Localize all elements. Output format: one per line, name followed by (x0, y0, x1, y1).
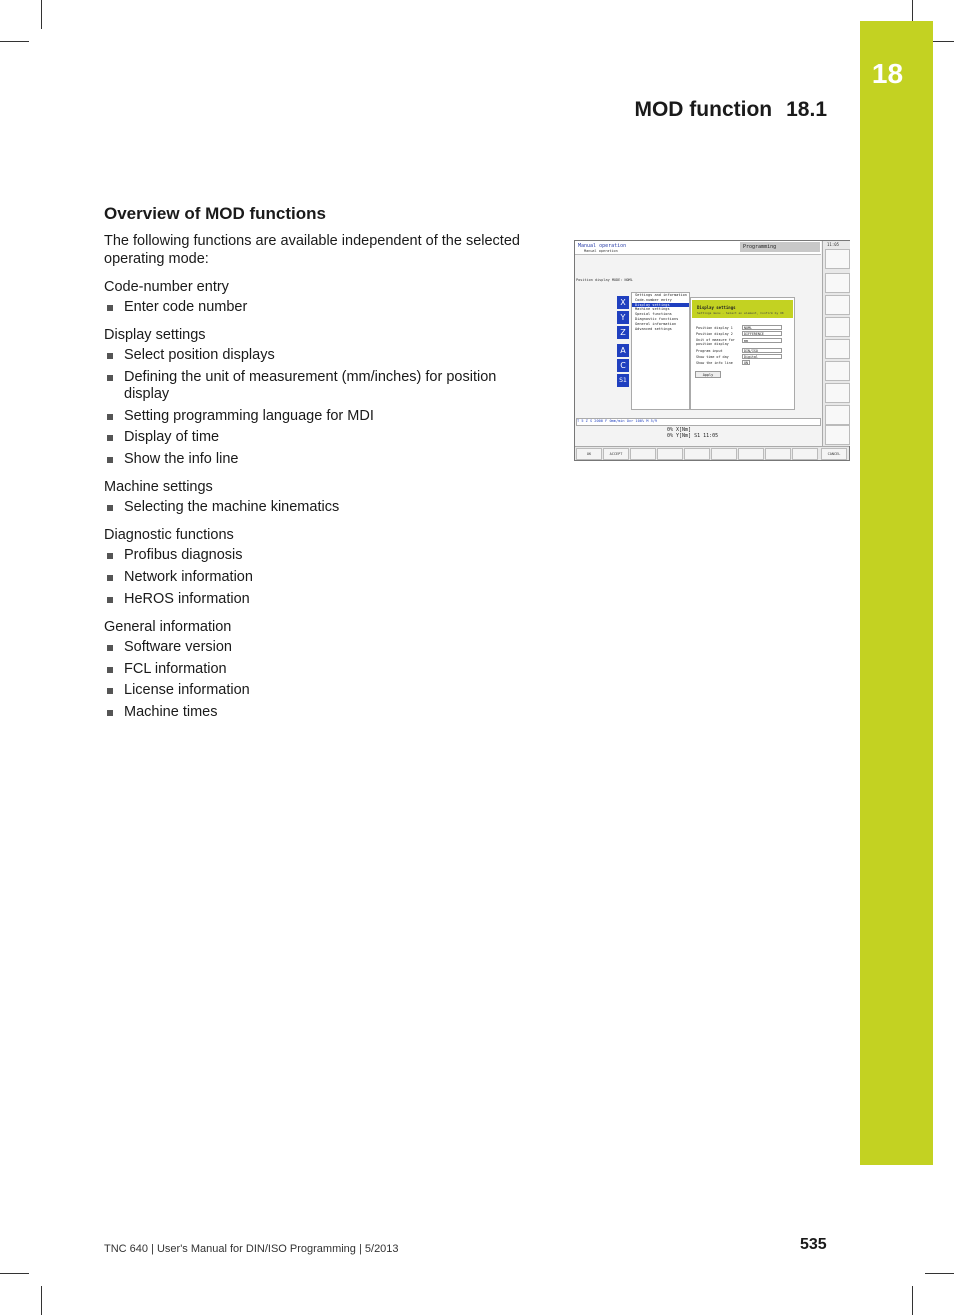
horizontal-softkey-bar (575, 446, 849, 460)
tree-item[interactable]: General information (635, 321, 677, 326)
softkey-button[interactable] (825, 295, 850, 315)
display-settings-dialog (690, 297, 795, 410)
dialog-header (692, 300, 793, 318)
bullet-list (104, 347, 534, 468)
list-item: Setting programming language for MDI (104, 408, 534, 425)
list-item: Machine times (104, 704, 534, 721)
screenshot-header (575, 241, 821, 255)
softkey-button[interactable] (825, 383, 850, 403)
bullet-list (104, 639, 534, 721)
setting-dropdown[interactable]: mm (742, 338, 782, 343)
main-content (104, 204, 534, 726)
softkey[interactable] (765, 448, 791, 460)
softkey[interactable] (657, 448, 683, 460)
load-display (667, 427, 718, 439)
crop-mark (912, 1286, 913, 1315)
section-title: Overview of MOD functions (104, 204, 326, 223)
setting-dropdown[interactable]: Digital (742, 354, 782, 359)
setting-checkbox[interactable]: ON (742, 360, 750, 365)
crop-mark (0, 41, 29, 42)
footer-text: TNC 640 | User's Manual for DIN/ISO Programming | 5/2013 (104, 1243, 399, 1255)
axis-label: C (617, 359, 629, 372)
setting-label: Unit of measure for position display (696, 338, 735, 346)
crop-mark (41, 1286, 42, 1315)
tnc-screenshot (574, 240, 850, 461)
axis-label: Z (617, 326, 629, 339)
group-title: Machine settings (104, 479, 213, 496)
vertical-softkey-bar (822, 241, 850, 446)
tree-item[interactable]: Special functions (635, 312, 672, 317)
list-item: Select position displays (104, 347, 534, 364)
status-bar: T 5 Z S 2000 F 0mm/min Ovr 100% M 5/9 (576, 418, 821, 426)
position-display-mode: Position display MODE: NOML (576, 278, 633, 282)
ok-softkey[interactable]: OK (576, 448, 602, 460)
tree-item[interactable]: Code-number entry (635, 297, 672, 302)
mode-label: Manual operation (578, 243, 627, 249)
clock: 11:05 (827, 242, 840, 247)
chapter-tab (860, 21, 933, 1165)
bullet-list (104, 299, 534, 316)
setting-label: Position display 2 (696, 332, 733, 336)
softkey-button[interactable] (825, 339, 850, 359)
setting-dropdown[interactable]: NOML (742, 325, 782, 330)
softkey-button[interactable] (825, 317, 850, 337)
axis-label: Y (617, 311, 629, 324)
dialog-subtitle: Settings menu - Select an element, Confirm by OK (697, 311, 784, 315)
apply-button[interactable]: Apply (695, 371, 721, 378)
list-item: Selecting the machine kinematics (104, 499, 534, 516)
list-item: HeROS information (104, 591, 534, 608)
softkey-button[interactable] (825, 249, 850, 269)
setting-label: Position display 1 (696, 326, 733, 330)
setting-dropdown[interactable]: DIN/ISO (742, 348, 782, 353)
dialog-title: Display settings (697, 305, 736, 310)
list-item: License information (104, 682, 534, 699)
list-item: Network information (104, 569, 534, 586)
setting-label: Show time of day (696, 355, 729, 359)
cancel-softkey[interactable]: CANCEL (821, 448, 847, 460)
running-header (634, 98, 827, 122)
list-item: Show the info line (104, 451, 534, 468)
axis-label: X (617, 296, 629, 309)
group-title: Diagnostic functions (104, 527, 234, 544)
bullet-list (104, 499, 534, 516)
submode-label: Manual operation (584, 249, 618, 253)
setting-label: Program input (696, 349, 723, 353)
axis-label: A (617, 344, 629, 357)
group-title: General information (104, 618, 232, 635)
softkey-button[interactable] (825, 405, 850, 425)
group-title: Display settings (104, 327, 206, 343)
setting-label: Show the info line (696, 361, 733, 365)
list-item: Software version (104, 639, 534, 656)
softkey[interactable] (792, 448, 818, 460)
softkey[interactable] (738, 448, 764, 460)
load-line: 0% X[Nm] (667, 427, 692, 433)
softkey[interactable] (630, 448, 656, 460)
chapter-number: 18 (871, 58, 904, 89)
bullet-list (104, 547, 534, 608)
tree-title: Settings and information (635, 293, 687, 297)
softkey-button[interactable] (825, 273, 850, 293)
softkey-button[interactable] (825, 361, 850, 381)
softkey[interactable] (711, 448, 737, 460)
page-number: 535 (800, 1236, 827, 1253)
tree-item-selected[interactable]: Display settings (632, 303, 689, 308)
list-item: Display of time (104, 429, 534, 446)
settings-tree (631, 292, 690, 410)
list-item: Profibus diagnosis (104, 547, 534, 564)
tree-item[interactable]: Diagnostic functions (635, 316, 679, 321)
list-item: Defining the unit of measurement (mm/inches) for position display (104, 369, 534, 403)
group-title: Code-number entry (104, 279, 229, 295)
programming-label: Programming (740, 242, 820, 252)
crop-mark (925, 1273, 954, 1274)
list-item: Enter code number (104, 299, 534, 316)
tree-item[interactable]: Advanced settings (635, 326, 672, 331)
softkey-button[interactable] (825, 425, 850, 445)
setting-dropdown[interactable]: DIFFERENCE (742, 331, 782, 336)
accept-softkey[interactable]: ACCEPT (603, 448, 629, 460)
list-item: FCL information (104, 661, 534, 678)
load-line: 0% Y[Nm] S1 11:05 (667, 433, 719, 439)
header-section: 18.1 (786, 98, 827, 121)
softkey[interactable] (684, 448, 710, 460)
crop-mark (41, 0, 42, 29)
header-title: MOD function (634, 98, 773, 121)
intro-paragraph: The following functions are available independent of the selected operating mode: (104, 233, 520, 267)
axis-label: S1 (617, 374, 629, 387)
crop-mark (0, 1273, 29, 1274)
tree-item[interactable]: Machine settings (635, 307, 670, 312)
